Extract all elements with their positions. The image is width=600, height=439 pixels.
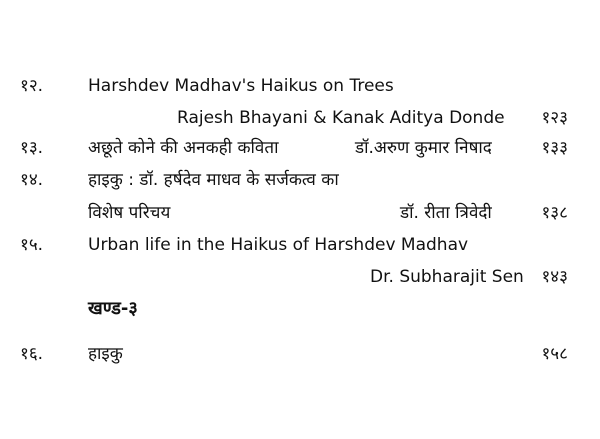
entry-14-title-line2: विशेष परिचय xyxy=(88,203,171,223)
section-heading: खण्ड-३ xyxy=(88,298,138,319)
entry-13-author: डॉ.अरुण कुमार निषाद xyxy=(355,138,492,158)
entry-14-number: १४. xyxy=(20,170,44,190)
entry-14-title-line1: हाइकु : डॉ. हर्षदेव माधव के सर्जकत्व का xyxy=(88,170,339,190)
entry-14-author: डॉ. रीता त्रिवेदी xyxy=(400,203,492,223)
entry-16-title: हाइकु xyxy=(88,344,123,364)
entry-13-page: १३३ xyxy=(541,138,568,158)
entry-13-title: अछूते कोने की अनकही कविता xyxy=(88,138,279,158)
entry-16-number: १६. xyxy=(20,344,44,364)
entry-13-number: १३. xyxy=(20,138,44,158)
entry-16-page: १५८ xyxy=(541,344,568,364)
entry-14-page: १३८ xyxy=(541,203,568,223)
entry-15-number: १५. xyxy=(20,235,44,255)
entry-12-number: १२. xyxy=(20,76,44,96)
entry-15-title: Urban life in the Haikus of Harshdev Madhav xyxy=(88,235,469,255)
entry-12-author: Rajesh Bhayani & Kanak Aditya Donde xyxy=(177,108,505,128)
entry-15-author: Dr. Subharajit Sen xyxy=(370,267,524,287)
entry-12-title: Harshdev Madhav's Haikus on Trees xyxy=(88,76,394,96)
entry-15-page: १४३ xyxy=(541,267,568,287)
entry-12-page: १२३ xyxy=(541,108,568,128)
